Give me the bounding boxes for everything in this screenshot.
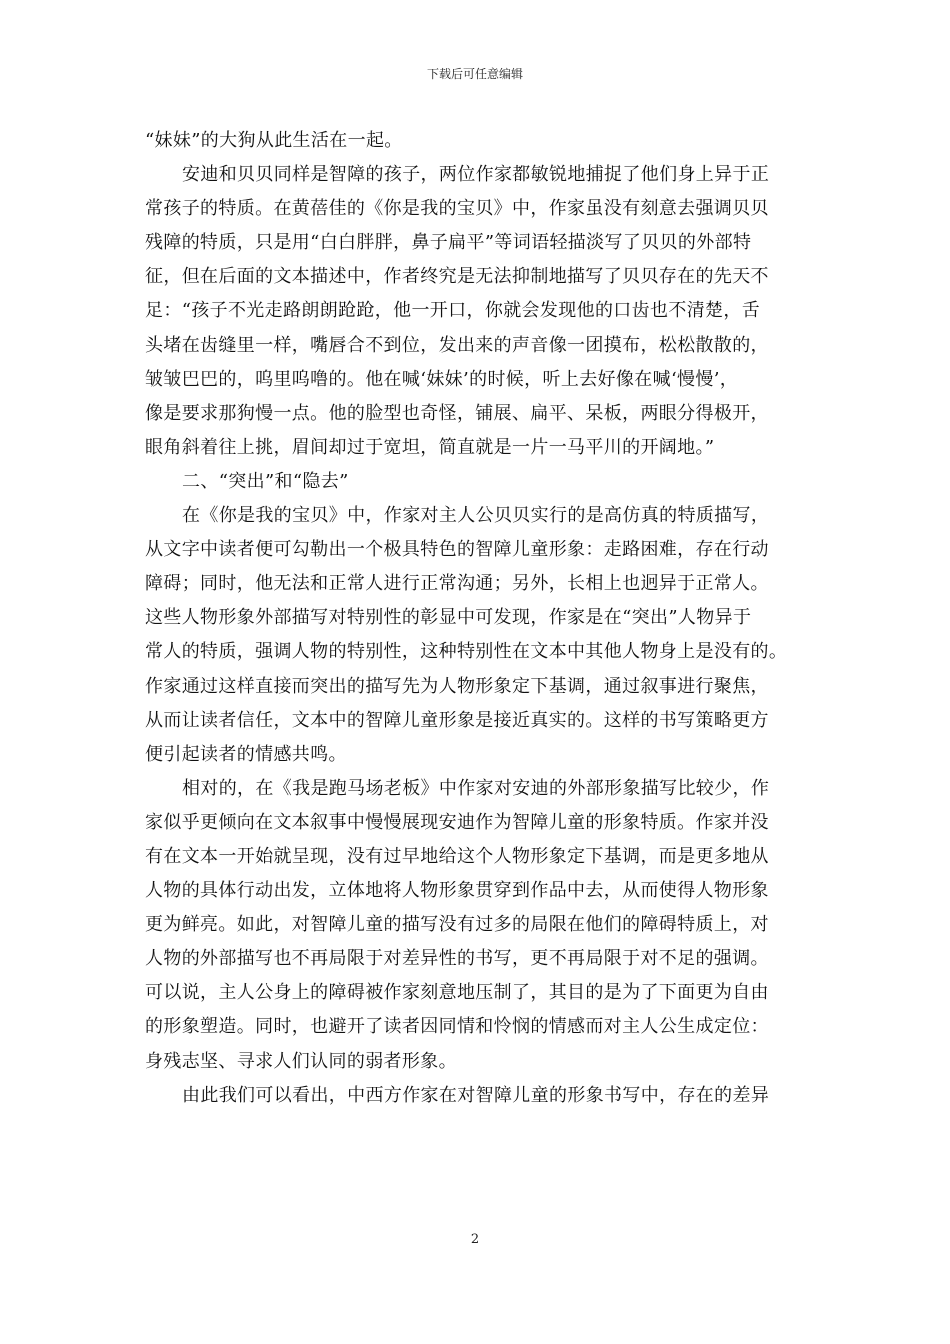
page-header: 下载后可任意编辑 — [426, 67, 523, 81]
text-line: 安迪和贝贝同样是智障的孩子，两位作家都敏锐地捕捉了他们身上异于正 — [182, 164, 770, 186]
text-line: 在《你是我的宝贝》中，作家对主人公贝贝实行的是高仿真的特质描写， — [182, 505, 770, 527]
document-body — [145, 124, 805, 1113]
text-line: 便引起读者的情感共鸣。 — [145, 743, 347, 765]
text-line: 从而让读者信任，文本中的智障儿童形象是接近真实的。这样的书写策略更方 — [145, 709, 769, 731]
text-line: 作家通过这样直接而突出的描写先为人物形象定下基调，通过叙事进行聚焦， — [145, 675, 769, 697]
text-line: 可以说，主人公身上的障碍被作家刻意地压制了，其目的是为了下面更为自由 — [145, 982, 769, 1004]
text-line: 障碍；同时，他无法和正常人进行正常沟通；另外，长相上也迥异于正常人。 — [145, 573, 769, 595]
text-line: 残障的特质，只是用“白白胖胖，鼻子扁平”等词语轻描淡写了贝贝的外部特 — [145, 232, 752, 254]
text-line: 由此我们可以看出，中西方作家在对智障儿童的形象书写中，存在的差异 — [182, 1084, 770, 1106]
page-number: 2 — [470, 1232, 480, 1247]
text-line: 相对的，在《我是跑马场老板》中作家对安迪的外部形象描写比较少，作 — [182, 777, 770, 799]
text-line: 皱皱巴巴的，呜里呜噜的。他在喊‘妹妹’的时候，听上去好像在喊‘慢慢’， — [145, 368, 739, 390]
text-line: 头堵在齿缝里一样，嘴唇合不到位，发出来的声音像一团摸布，松松散散的， — [145, 334, 769, 356]
text-line: “妹妹”的大狗从此生活在一起。 — [145, 130, 403, 151]
text-line: 这些人物形象外部描写对特别性的彰显中可发现，作家是在“突出”人物异于 — [145, 607, 752, 629]
text-line: 二、“突出”和“隐去” — [182, 470, 349, 492]
text-line: 家似乎更倾向在文本叙事中慢慢展现安迪作为智障儿童的形象特质。作家并没 — [145, 811, 769, 833]
text-line: 常孩子的特质。在黄蓓佳的《你是我的宝贝》中，作家虽没有刻意去强调贝贝 — [145, 198, 769, 220]
text-line: 征，但在后面的文本描述中，作者终究是无法抑制地描写了贝贝存在的先天不 — [145, 266, 769, 288]
text-line: 常人的特质，强调人物的特别性，这种特别性在文本中其他人物身上是没有的。 — [145, 641, 788, 663]
text-line: 人物的具体行动出发，立体地将人物形象贯穿到作品中去，从而使得人物形象 — [145, 880, 769, 902]
text-line: 眼角斜着往上挑，眉间却过于宽坦，简直就是一片一马平川的开阔地。” — [145, 436, 715, 458]
text-line: 的形象塑造。同时，也避开了读者因同情和怜悯的情感而对主人公生成定位： — [145, 1016, 769, 1038]
text-line: 从文字中读者便可勾勒出一个极具特色的智障儿童形象：走路困难，存在行动 — [145, 539, 769, 561]
text-line: 有在文本一开始就呈现，没有过早地给这个人物形象定下基调，而是更多地从 — [145, 845, 769, 867]
text-line: 身残志坚、寻求人们认同的弱者形象。 — [145, 1050, 457, 1072]
text-line: 像是要求那狗慢一点。他的脸型也奇怪，铺展、扁平、呆板，两眼分得极开， — [145, 402, 769, 424]
text-line: 人物的外部描写也不再局限于对差异性的书写，更不再局限于对不足的强调。 — [145, 948, 769, 970]
text-line: 更为鲜亮。如此，对智障儿童的描写没有过多的局限在他们的障碍特质上，对 — [145, 914, 769, 936]
text-line: 足：“孩子不光走路朗朗跄跄，他一开口，你就会发现他的口齿也不清楚，舌 — [145, 300, 761, 322]
